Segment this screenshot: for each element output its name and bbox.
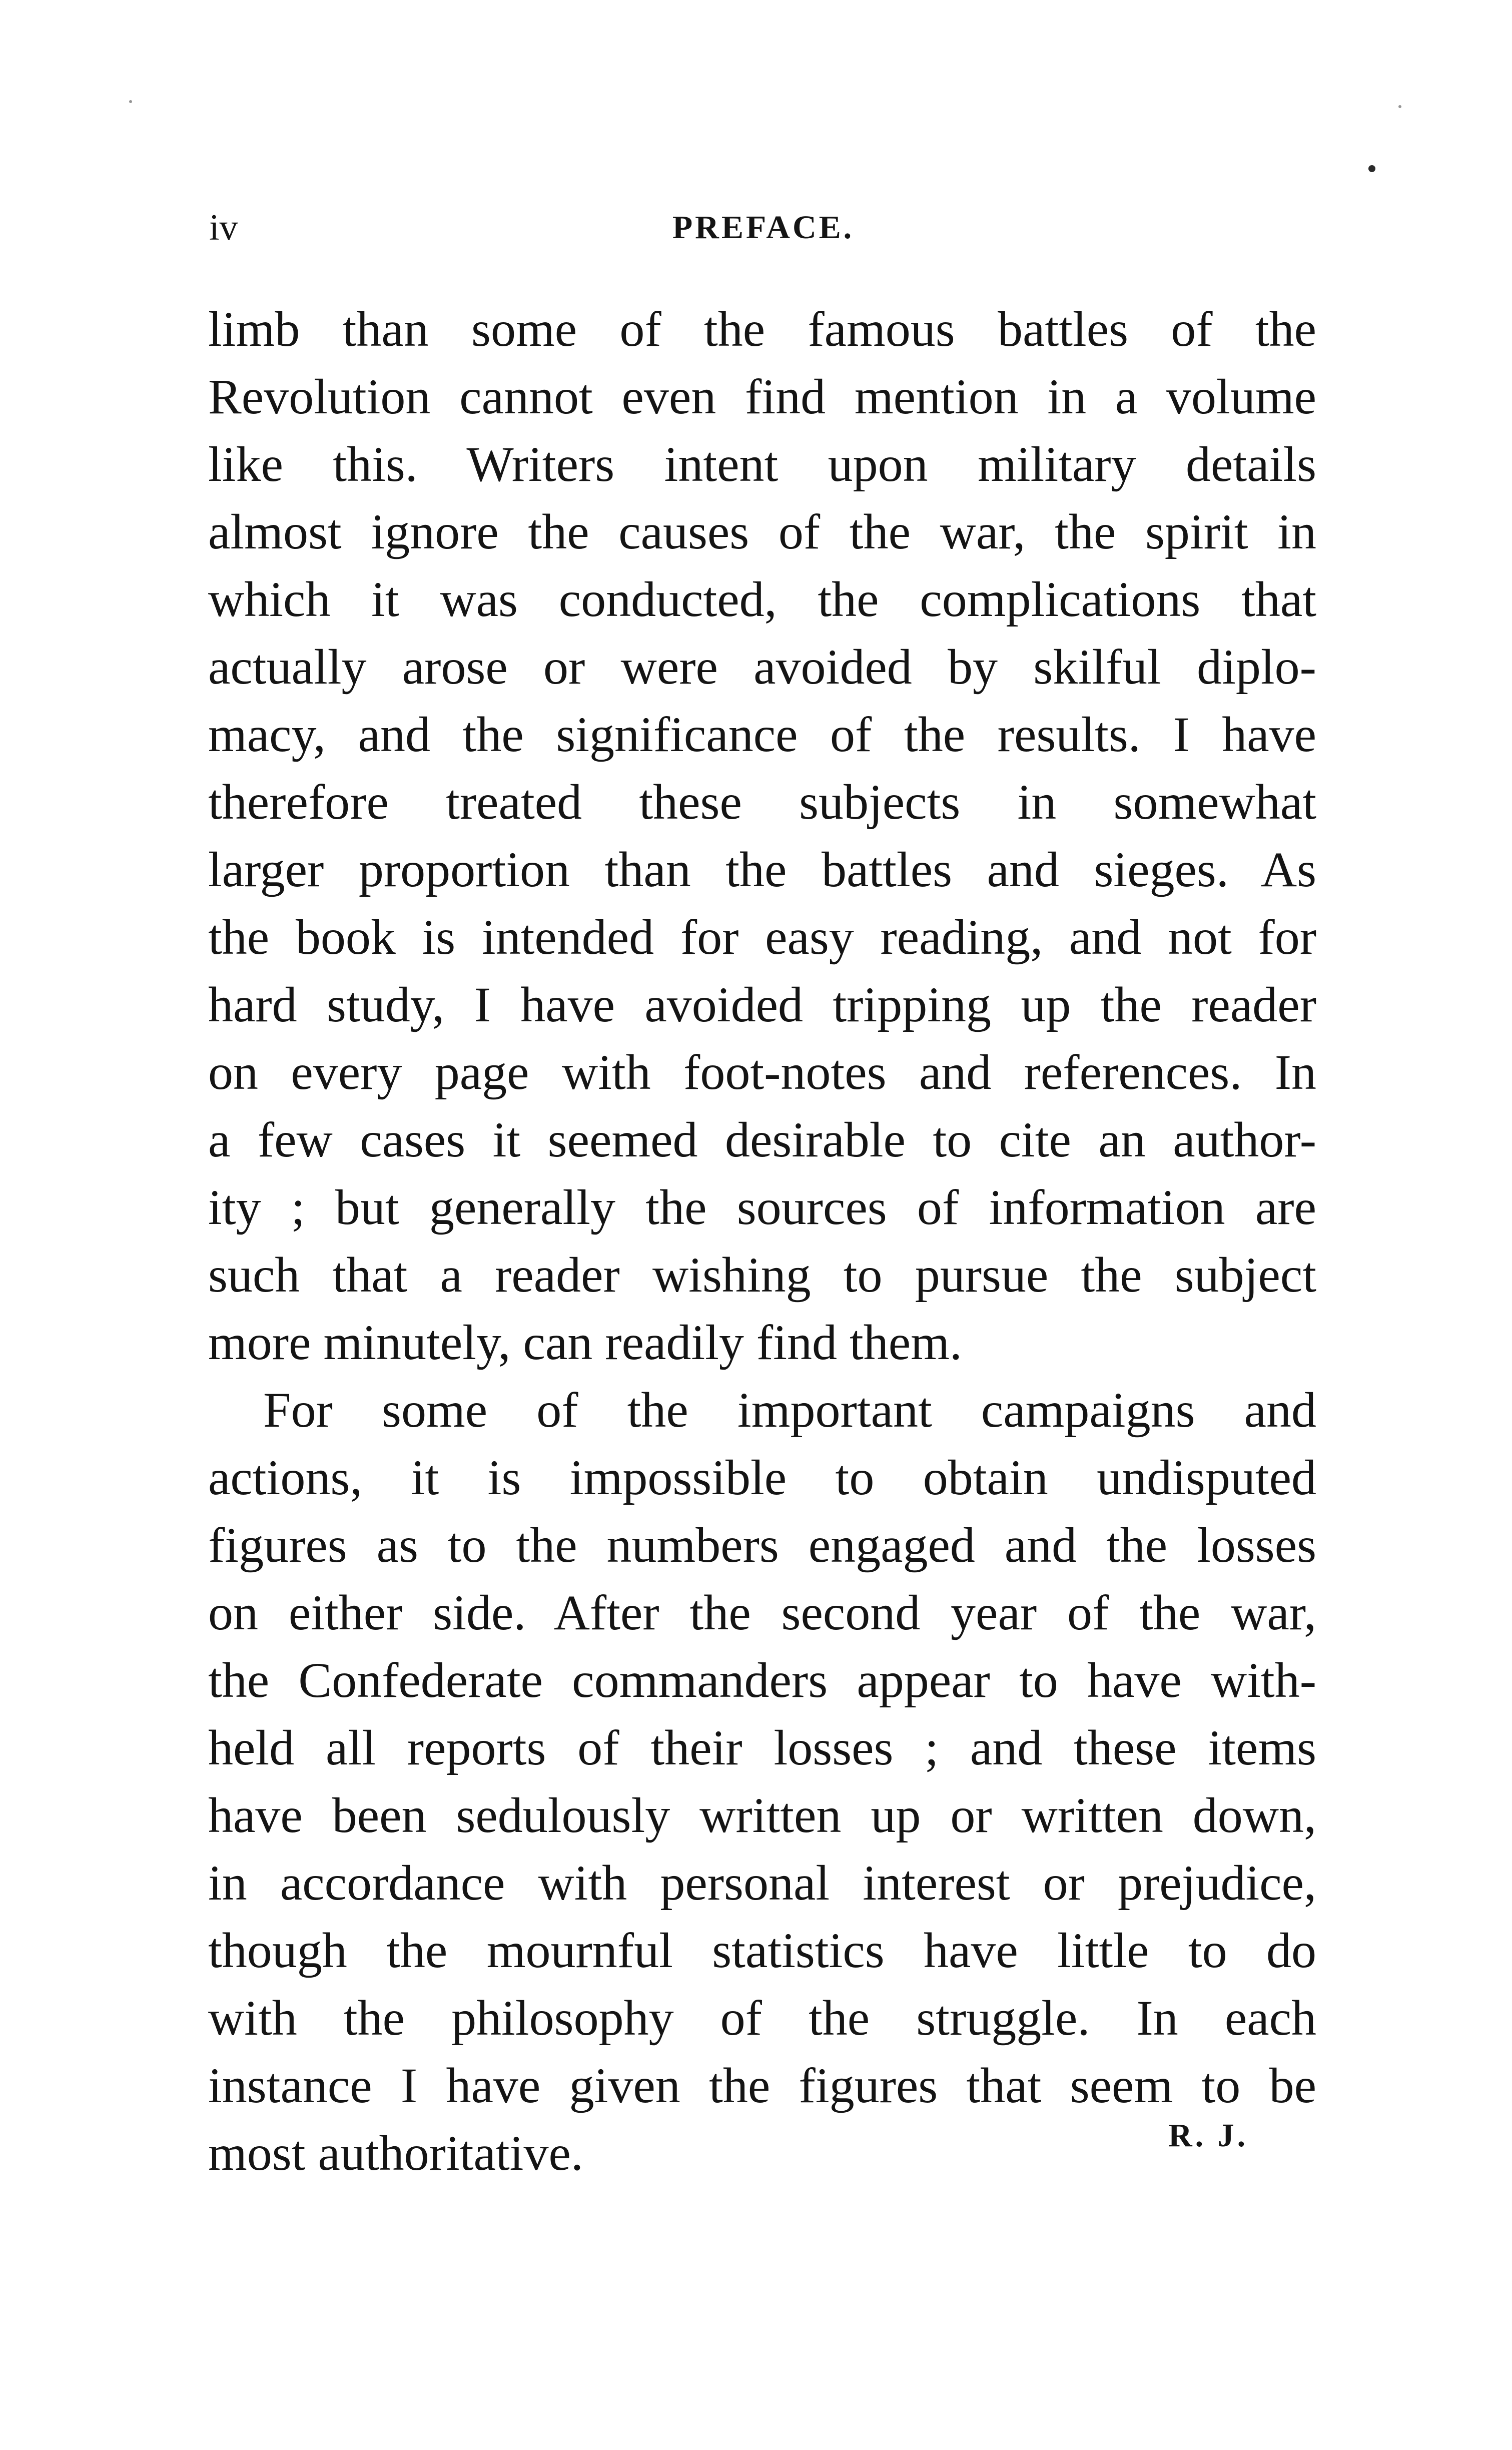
text-line: which it was conducted, the complications that xyxy=(208,571,1316,627)
text-line: like this. Writers intent upon military details xyxy=(208,436,1316,492)
text-line: Revolution cannot even find mention in a volume xyxy=(208,369,1316,424)
text-line: limb than some of the famous battles of the xyxy=(208,301,1316,357)
text-line: a few cases it seemed desirable to cite an author- xyxy=(208,1112,1316,1167)
print-speck xyxy=(1398,105,1401,108)
text-line: in accordance with personal interest or prejudice, xyxy=(208,1855,1316,1911)
text-line: therefore treated these subjects in somewhat xyxy=(208,774,1316,830)
print-speck xyxy=(129,100,132,103)
paragraph xyxy=(208,295,1316,1376)
print-speck xyxy=(1368,165,1375,172)
text-line: held all reports of their losses ; and these items xyxy=(208,1720,1316,1775)
text-line: actually arose or were avoided by skilful diplo- xyxy=(208,639,1316,695)
text-line: on every page with foot-notes and references. In xyxy=(208,1044,1316,1100)
text-line: more minutely, can readily find them. xyxy=(208,1315,962,1370)
page-header xyxy=(209,198,1317,258)
text-line: ity ; but generally the sources of information are xyxy=(208,1179,1316,1235)
text-line: instance I have given the figures that seem to be xyxy=(208,2058,1316,2113)
text-line: with the philosophy of the struggle. In each xyxy=(208,1990,1316,2046)
text-line: macy, and the significance of the results. I have xyxy=(208,707,1316,762)
text-line: on either side. After the second year of the war, xyxy=(208,1585,1316,1640)
text-line: figures as to the numbers engaged and the losses xyxy=(208,1517,1316,1573)
page-number: iv xyxy=(209,207,238,248)
text-line: though the mournful statistics have little to do xyxy=(208,1923,1316,1978)
author-initials: R. J. xyxy=(1168,2117,1249,2154)
text-line: almost ignore the causes of the war, the spirit in xyxy=(208,504,1316,559)
paragraph xyxy=(208,1376,1316,2187)
text-line: have been sedulously written up or written down, xyxy=(208,1787,1316,1843)
running-head: PREFACE. xyxy=(672,209,855,246)
text-line: For some of the important campaigns and xyxy=(263,1382,1316,1438)
text-line: such that a reader wishing to pursue the subject xyxy=(208,1247,1316,1303)
text-line: the Confederate commanders appear to have with- xyxy=(208,1652,1316,1708)
text-line: most authoritative. xyxy=(208,2125,583,2181)
text-line: larger proportion than the battles and sieges. As xyxy=(208,842,1316,897)
text-line: hard study, I have avoided tripping up the reader xyxy=(208,977,1316,1032)
text-line: actions, it is impossible to obtain undisputed xyxy=(208,1450,1316,1505)
body-text xyxy=(208,295,1316,2187)
text-line: the book is intended for easy reading, and not for xyxy=(208,909,1316,965)
